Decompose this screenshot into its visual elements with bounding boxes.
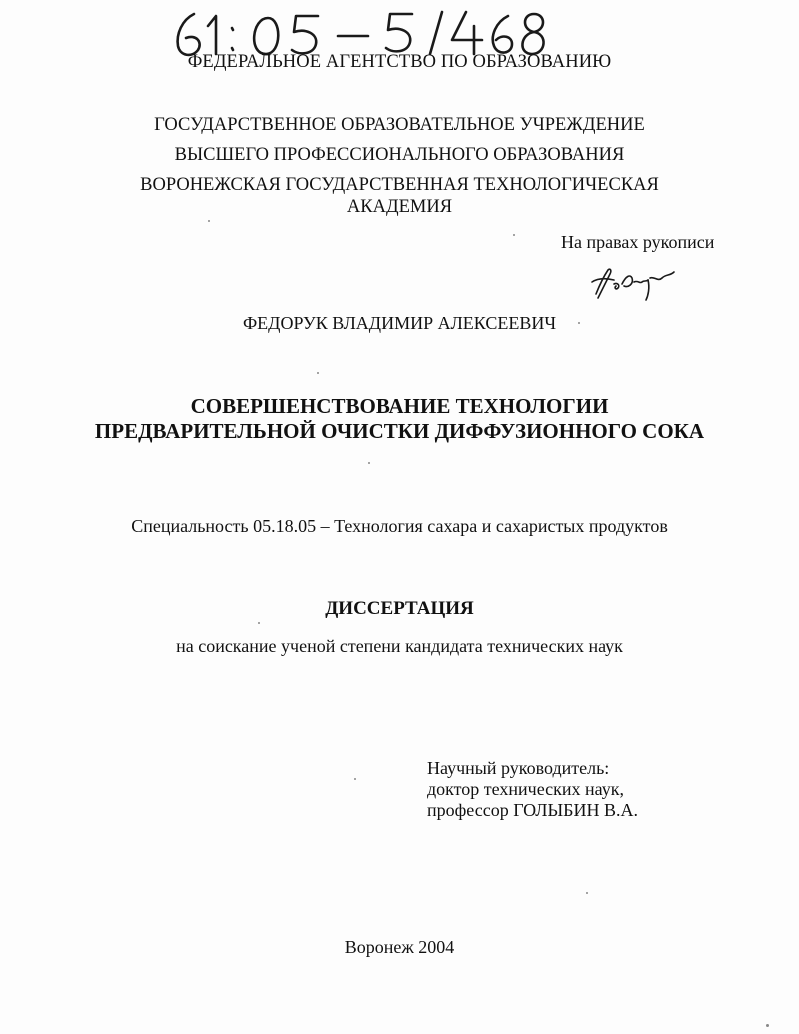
scan-speck — [586, 892, 588, 894]
scan-speck — [513, 234, 515, 236]
scan-speck — [354, 778, 356, 780]
signature-drawing — [588, 258, 678, 302]
author-name: ФЕДОРУК ВЛАДИМИР АЛЕКСЕЕВИЧ — [242, 313, 557, 333]
degree-line: на соискание ученой степени кандидата технических наук — [176, 636, 623, 656]
scan-speck — [208, 220, 210, 222]
thesis-title-line-2: ПРЕДВАРИТЕЛЬНОЙ ОЧИСТКИ ДИФФУЗИОННОГО СОКА — [94, 419, 705, 443]
scan-speck — [578, 322, 580, 324]
scan-speck — [317, 372, 319, 374]
institution-line-4: АКАДЕМИЯ — [346, 197, 453, 217]
rights-note: На правах рукописи — [561, 232, 715, 252]
scan-speck — [368, 462, 370, 464]
institution-line-3: ВОРОНЕЖСКАЯ ГОСУДАРСТВЕННАЯ ТЕХНОЛОГИЧЕСКАЯ — [140, 175, 659, 195]
scan-speck — [766, 1024, 769, 1027]
advisor-name: профессор ГОЛЫБИН В.А. — [427, 800, 639, 820]
advisor-degree: доктор технических наук, — [427, 779, 624, 799]
document-type: ДИССЕРТАЦИЯ — [325, 598, 474, 619]
specialty-line: Специальность 05.18.05 – Технология сахара и сахаристых продуктов — [131, 516, 668, 536]
agency-heading: ФЕДЕРАЛЬНОЕ АГЕНТСТВО ПО ОБРАЗОВАНИЮ — [187, 52, 612, 72]
scan-speck — [258, 622, 260, 624]
thesis-title-line-1: СОВЕРШЕНСТВОВАНИЕ ТЕХНОЛОГИИ — [190, 394, 609, 418]
advisor-role: Научный руководитель: — [427, 758, 610, 778]
city-year: Воронеж 2004 — [344, 937, 455, 957]
author-signature — [588, 258, 678, 302]
institution-line-2: ВЫСШЕГО ПРОФЕССИОНАЛЬНОГО ОБРАЗОВАНИЯ — [174, 145, 625, 165]
archive-number-text — [548, 4, 549, 5]
institution-line-1: ГОСУДАРСТВЕННОЕ ОБРАЗОВАТЕЛЬНОЕ УЧРЕЖДЕНИЕ — [154, 115, 645, 135]
